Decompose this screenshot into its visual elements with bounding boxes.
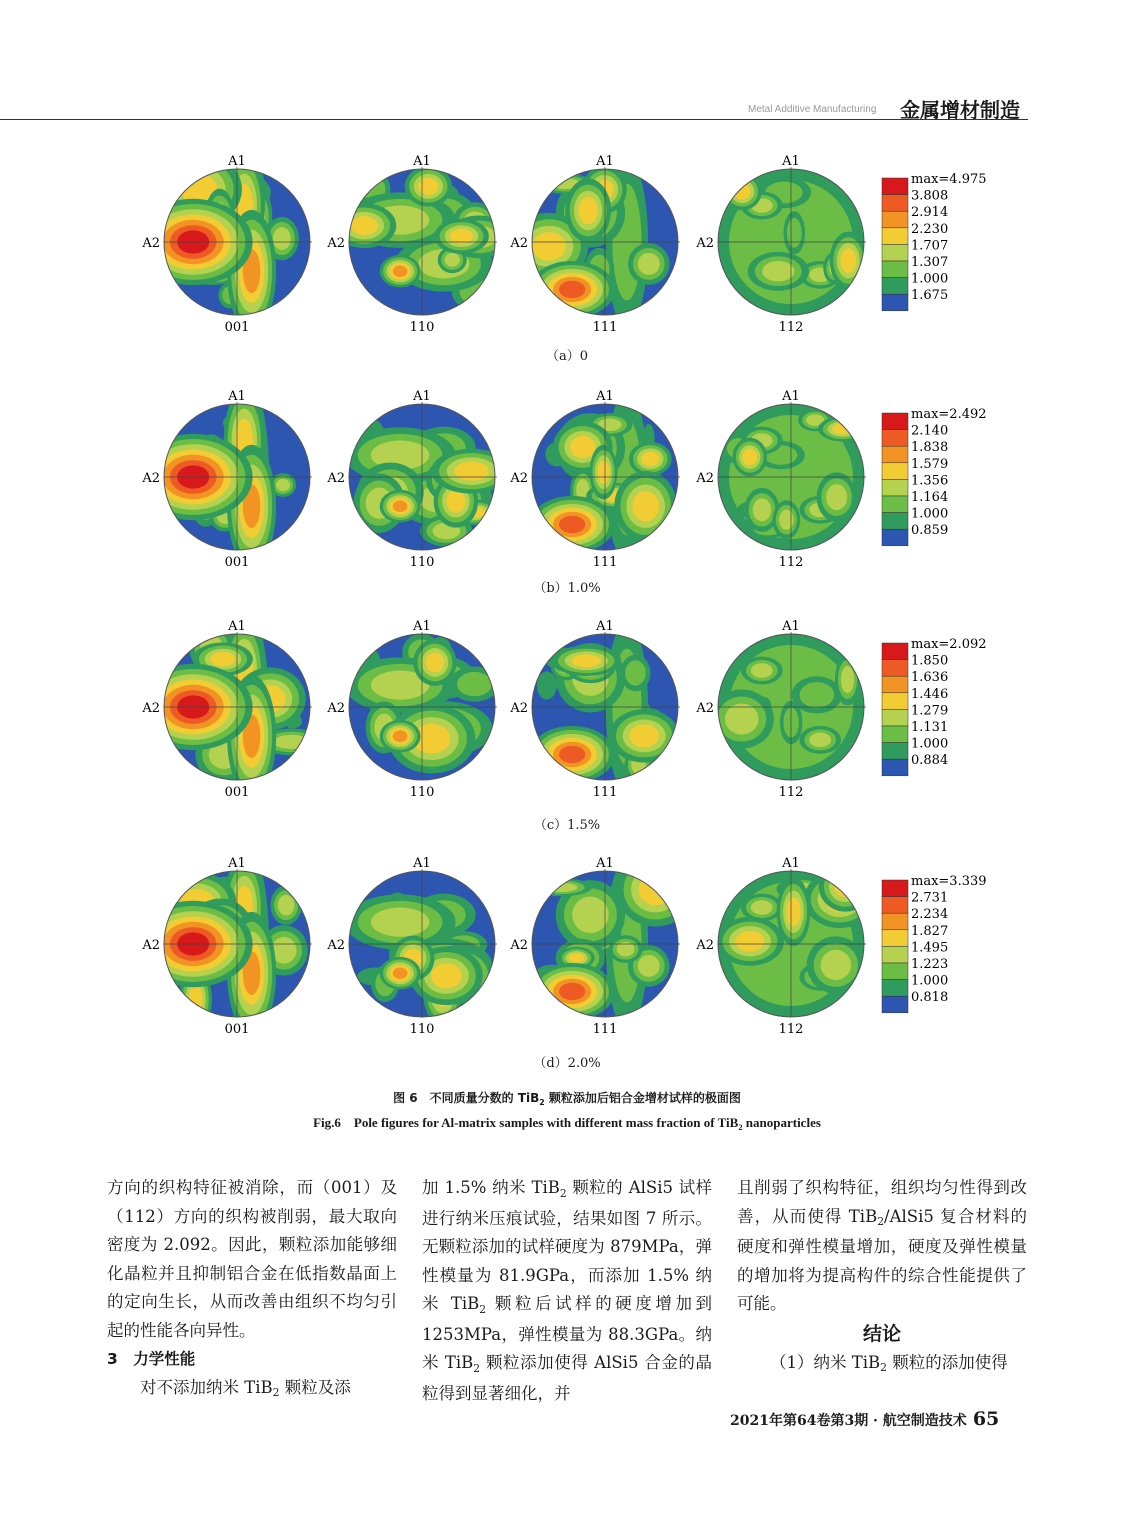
legend-label: 2.230 bbox=[911, 221, 949, 237]
legend-label: 1.000 bbox=[911, 271, 949, 287]
pole-figure-svg bbox=[0, 150, 1134, 340]
color-legend bbox=[882, 874, 987, 1013]
pole-figure-001 bbox=[134, 385, 310, 572]
axis-label-a1: A1 bbox=[228, 389, 246, 404]
plane-label: 001 bbox=[224, 320, 250, 335]
legend-swatch bbox=[882, 244, 908, 261]
legend-swatch bbox=[882, 211, 908, 228]
panel-caption-b: （b）1.0% bbox=[533, 581, 601, 596]
plane-label: 111 bbox=[592, 785, 618, 800]
plane-label: 001 bbox=[224, 555, 250, 570]
legend-label: 1.223 bbox=[911, 957, 949, 972]
axis-label-a1: A1 bbox=[413, 856, 431, 871]
page-footer: 2021年第64卷第3期 · 航空制造技术 65 bbox=[730, 1408, 1000, 1430]
pole-figure-111 bbox=[529, 852, 694, 1028]
legend-label: 0.859 bbox=[911, 523, 949, 539]
pole-figure-svg bbox=[0, 615, 1134, 805]
legend-swatch bbox=[882, 897, 908, 914]
axis-label-a1: A1 bbox=[596, 619, 614, 634]
axis-label-a2: A2 bbox=[142, 236, 160, 251]
axis-label-a1: A1 bbox=[596, 389, 614, 404]
legend-swatch bbox=[882, 261, 908, 278]
legend-swatch bbox=[882, 913, 908, 930]
paragraph: 加 1.5% 纳米 TiB$_2$ 颗粒的 AlSi5 试样进行纳米压痕试验，结果如图 7 所示。无颗粒添加的试样硬度为 879MPa，弹性模量为 81.9GPa，而添加 1.5% 纳米 TiB$_2$ 颗粒后试样的硬度增加到 1253MPa，弹性模量为 88.3GPa。纳米 TiB$_2$ 颗粒添加使得 AlSi5 合金的晶粒得到显著细化，并 bbox=[422, 1178, 713, 1403]
axis-label-a1: A1 bbox=[596, 154, 614, 169]
axis-label-a2: A2 bbox=[696, 701, 714, 716]
legend-label: 2.731 bbox=[911, 890, 949, 906]
legend-swatch bbox=[882, 228, 908, 245]
plane-label: 112 bbox=[778, 1022, 804, 1037]
legend-swatch bbox=[882, 294, 908, 311]
text-column-1 bbox=[107, 1174, 397, 1404]
text-column-3 bbox=[737, 1174, 1027, 1379]
plane-label: 112 bbox=[778, 555, 804, 570]
axis-label-a2: A2 bbox=[510, 938, 528, 953]
legend-swatch bbox=[882, 463, 908, 480]
legend-label: 1.838 bbox=[911, 440, 949, 456]
legend-label: 1.636 bbox=[911, 670, 949, 686]
legend-swatch bbox=[882, 430, 908, 447]
axis-label-a2: A2 bbox=[510, 701, 528, 716]
legend-label: max=3.339 bbox=[911, 874, 987, 889]
legend-label: max=4.975 bbox=[911, 172, 987, 187]
legend-swatch bbox=[882, 446, 908, 463]
legend-label: 1.131 bbox=[911, 720, 949, 735]
axis-label-a1: A1 bbox=[413, 389, 431, 404]
plane-label: 111 bbox=[592, 555, 618, 570]
panel-caption-c: （c）1.5% bbox=[533, 818, 601, 833]
legend-swatch bbox=[882, 880, 908, 897]
legend-label: 1.850 bbox=[911, 653, 949, 669]
legend-label: 1.279 bbox=[911, 703, 949, 719]
axis-label-a2: A2 bbox=[327, 236, 345, 251]
axis-label-a2: A2 bbox=[327, 938, 345, 953]
legend-swatch bbox=[882, 996, 908, 1013]
page-number: 65 bbox=[972, 1408, 1000, 1430]
legend-swatch bbox=[882, 643, 908, 660]
legend-swatch bbox=[882, 743, 908, 760]
legend-swatch bbox=[882, 660, 908, 677]
legend-label: 1.000 bbox=[911, 506, 949, 522]
axis-label-a1: A1 bbox=[413, 154, 431, 169]
legend-label: max=2.092 bbox=[911, 637, 987, 652]
header-en: Metal Additive Manufacturing bbox=[748, 104, 877, 115]
axis-label-a2: A2 bbox=[142, 938, 160, 953]
color-legend bbox=[882, 407, 987, 546]
legend-swatch bbox=[882, 676, 908, 693]
plane-label: 110 bbox=[409, 785, 435, 800]
axis-label-a1: A1 bbox=[782, 154, 800, 169]
pole-figure-svg bbox=[0, 852, 1134, 1042]
plane-label: 001 bbox=[224, 785, 250, 800]
plane-label: 112 bbox=[778, 320, 804, 335]
legend-label: 2.234 bbox=[911, 907, 949, 923]
legend-label: 1.000 bbox=[911, 973, 949, 989]
axis-label-a1: A1 bbox=[413, 619, 431, 634]
pole-figure-110 bbox=[345, 871, 496, 1025]
pole-figure-svg bbox=[0, 385, 1134, 575]
plane-label: 001 bbox=[224, 1022, 250, 1037]
legend-swatch bbox=[882, 278, 908, 295]
paragraph: 方向的织构特征被消除，而（001）及（112）方向的织构被削弱，最大取向密度为 2.092。因此，颗粒添加能够细化晶粒并且抑制铝合金在低指数晶面上的定向生长，从而改善由组织不均匀引起的性能各向异性。 bbox=[107, 1178, 397, 1340]
legend-label: 2.914 bbox=[911, 205, 949, 221]
legend-label: 1.307 bbox=[911, 255, 949, 270]
legend-swatch bbox=[882, 413, 908, 430]
legend-swatch bbox=[882, 930, 908, 947]
legend-label: 0.884 bbox=[911, 753, 949, 769]
legend-label: 1.000 bbox=[911, 736, 949, 752]
legend-swatch bbox=[882, 759, 908, 776]
legend-label: 1.579 bbox=[911, 456, 949, 472]
axis-label-a1: A1 bbox=[596, 856, 614, 871]
legend-swatch bbox=[882, 496, 908, 513]
legend-swatch bbox=[882, 709, 908, 726]
paragraph: 且削弱了织构特征，组织均匀性得到改善，从而使得 TiB$_2$/AlSi5 复合材料的硬度和弹性模量增加，硬度及弹性模量的增加将为提高构件的综合性能提供了可能。 bbox=[737, 1178, 1027, 1313]
axis-label-a2: A2 bbox=[510, 471, 528, 486]
legend-swatch bbox=[882, 529, 908, 546]
plane-label: 111 bbox=[592, 1022, 618, 1037]
axis-label-a1: A1 bbox=[228, 619, 246, 634]
legend-label: 1.446 bbox=[911, 686, 949, 702]
legend-swatch bbox=[882, 963, 908, 980]
panel-caption-d: （d）2.0% bbox=[533, 1056, 601, 1071]
axis-label-a2: A2 bbox=[142, 701, 160, 716]
axis-label-a2: A2 bbox=[327, 701, 345, 716]
axis-label-a2: A2 bbox=[142, 471, 160, 486]
axis-label-a2: A2 bbox=[696, 471, 714, 486]
legend-swatch bbox=[882, 980, 908, 997]
axis-label-a1: A1 bbox=[782, 856, 800, 871]
legend-swatch bbox=[882, 195, 908, 212]
legend-swatch bbox=[882, 178, 908, 195]
legend-label: max=2.492 bbox=[911, 407, 987, 422]
plane-label: 110 bbox=[409, 1022, 435, 1037]
color-legend bbox=[882, 637, 987, 776]
legend-swatch bbox=[882, 946, 908, 963]
color-legend bbox=[882, 172, 987, 311]
paragraph: 对不添加纳米 TiB$_2$ 颗粒及添 bbox=[140, 1377, 351, 1400]
figure-caption-cn: 图 6 不同质量分数的 TiB$_2$ 颗粒添加后铝合金增材试样的极面图 bbox=[393, 1091, 741, 1107]
text-column-2 bbox=[422, 1174, 712, 1408]
axis-label-a1: A1 bbox=[782, 619, 800, 634]
axis-label-a2: A2 bbox=[327, 471, 345, 486]
pole-figure-001 bbox=[134, 615, 326, 802]
legend-label: 0.818 bbox=[911, 990, 949, 1006]
legend-label: 1.164 bbox=[911, 490, 949, 505]
legend-swatch bbox=[882, 479, 908, 496]
legend-label: 1.495 bbox=[911, 940, 949, 956]
panel-caption-a: （a）0 bbox=[545, 349, 589, 364]
plane-label: 110 bbox=[409, 320, 435, 335]
legend-swatch bbox=[882, 513, 908, 530]
header-cn: 金属增材制造 bbox=[900, 98, 1020, 122]
legend-label: 1.707 bbox=[911, 238, 949, 254]
axis-label-a1: A1 bbox=[228, 154, 246, 169]
axis-label-a1: A1 bbox=[228, 856, 246, 871]
plane-label: 110 bbox=[409, 555, 435, 570]
axis-label-a2: A2 bbox=[696, 236, 714, 251]
pole-figure-110 bbox=[333, 166, 513, 315]
legend-label: 1.356 bbox=[911, 473, 949, 489]
legend-label: 2.140 bbox=[911, 423, 949, 439]
figure-caption-en: Fig.6 Pole figures for Al-matrix samples with different mass fraction of TiB$_2$ nanoparticles bbox=[313, 1115, 821, 1132]
legend-swatch bbox=[882, 726, 908, 743]
axis-label-a1: A1 bbox=[782, 389, 800, 404]
axis-label-a2: A2 bbox=[696, 938, 714, 953]
header-rule bbox=[0, 119, 1028, 120]
axis-label-a2: A2 bbox=[510, 236, 528, 251]
legend-label: 3.808 bbox=[911, 188, 949, 204]
legend-label: 1.827 bbox=[911, 923, 949, 939]
legend-swatch bbox=[882, 693, 908, 710]
paragraph: （1）纳米 TiB$_2$ 颗粒的添加使得 bbox=[770, 1352, 1008, 1375]
section-heading: 3 力学性能 bbox=[107, 1350, 196, 1368]
plane-label: 111 bbox=[592, 320, 618, 335]
pole-figure-001 bbox=[134, 150, 310, 337]
conclusion-heading: 结论 bbox=[862, 1322, 901, 1345]
legend-label: 1.675 bbox=[911, 288, 949, 304]
plane-label: 112 bbox=[778, 785, 804, 800]
pole-figure-001 bbox=[134, 852, 310, 1039]
